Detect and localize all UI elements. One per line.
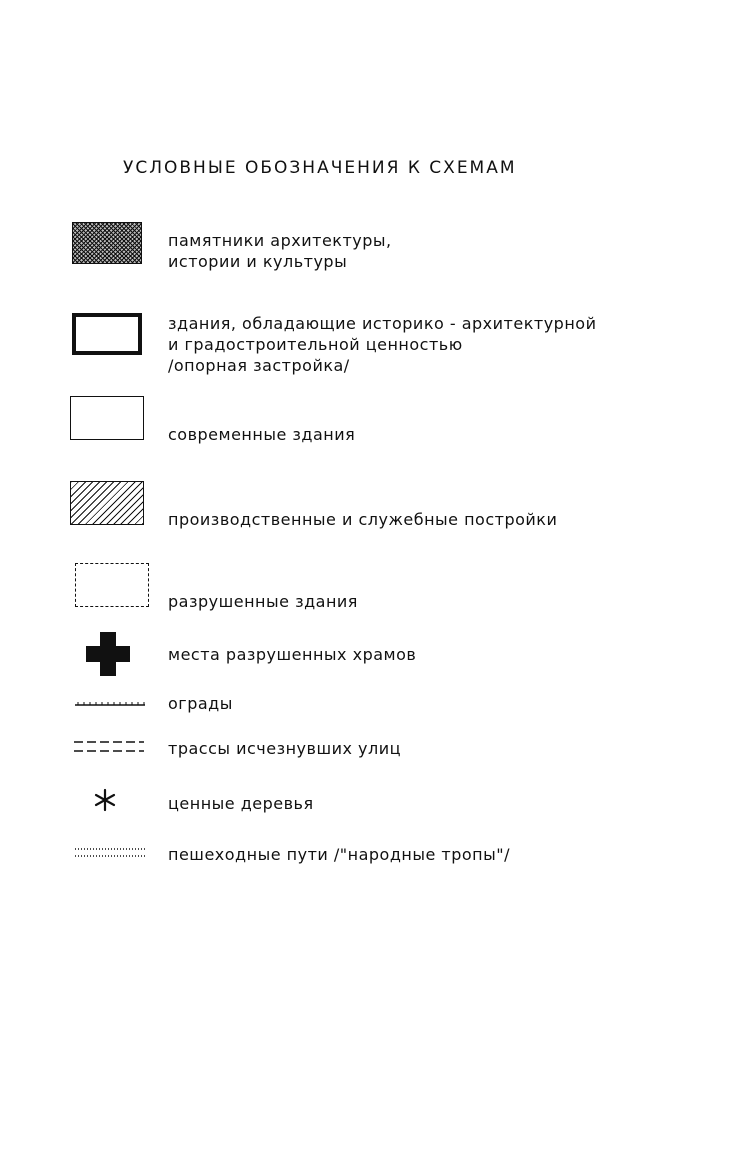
legend-label-line: ограды <box>168 694 233 713</box>
dashed-rectangle-icon <box>75 563 149 607</box>
legend-item-label <box>168 738 401 759</box>
legend-item-label <box>168 424 355 445</box>
legend-item-label <box>168 591 358 612</box>
legend-title: УСЛОВНЫЕ ОБОЗНАЧЕНИЯ К СХЕМАМ <box>123 158 517 178</box>
legend-item-label <box>168 644 416 665</box>
legend-label-line: трассы исчезнувших улиц <box>168 739 402 758</box>
legend-label-line: современные здания <box>168 425 356 444</box>
legend-item-label <box>168 509 557 530</box>
black-cross-icon <box>86 632 130 680</box>
legend-label-line: пешеходные пути /"народные тропы"/ <box>168 845 511 864</box>
diagonal-hatched-rectangle-icon <box>70 481 144 525</box>
legend-label-line: ценные деревья <box>168 794 314 813</box>
legend-label-line: разрушенные здания <box>168 592 358 611</box>
legend-item-label <box>168 793 314 814</box>
fence-line-icon <box>75 693 145 713</box>
legend-label-line: места разрушенных храмов <box>168 645 417 664</box>
thick-outline-rectangle-icon <box>72 313 142 355</box>
dotted-double-line-icon <box>75 844 145 864</box>
legend-label-line: здания, обладающие историко - архитектурной <box>168 314 597 333</box>
dashed-double-line-icon <box>74 738 144 758</box>
legend-label-line: и градостроительной ценностью <box>168 335 463 354</box>
thin-outline-rectangle-icon <box>70 396 144 440</box>
legend-label-line: /опорная застройка/ <box>168 356 350 375</box>
legend-label-line: памятники архитектуры, <box>168 231 392 250</box>
asterisk-icon <box>94 788 116 816</box>
legend-item-label <box>168 844 510 865</box>
legend-item-label <box>168 693 233 714</box>
legend-item-label <box>168 313 596 376</box>
legend-item-label <box>168 230 392 272</box>
legend-label-line: истории и культуры <box>168 252 348 271</box>
cross-hatched-square-icon <box>72 222 142 264</box>
legend-label-line: производственные и служебные постройки <box>168 510 558 529</box>
